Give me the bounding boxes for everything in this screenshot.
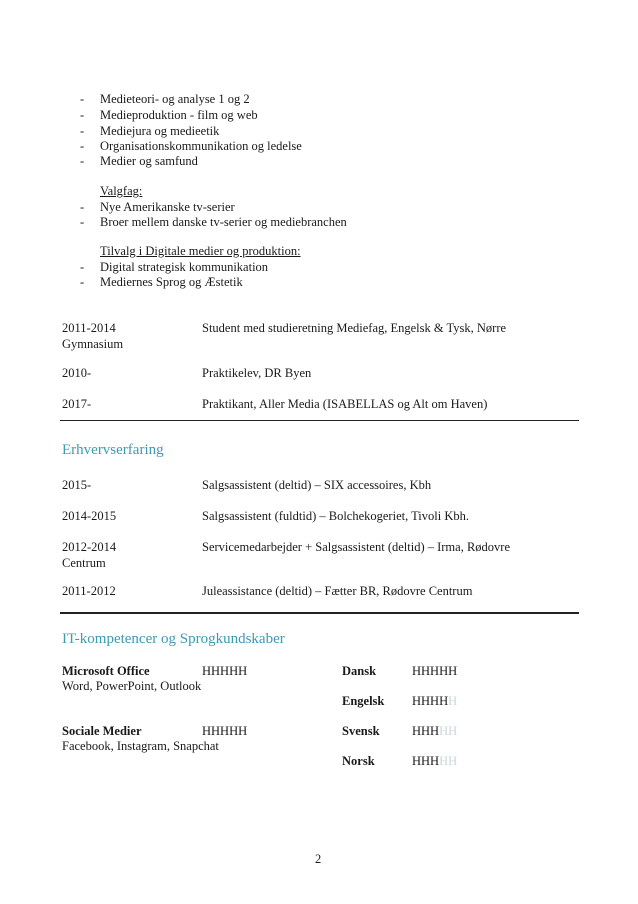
bullet: - bbox=[80, 215, 85, 229]
it-skill-name: Microsoft Office bbox=[62, 664, 150, 678]
bullet: - bbox=[80, 92, 85, 106]
tilvalg-heading: Tilvalg i Digitale medier og produktion: bbox=[100, 244, 301, 258]
experience-desc: Salgsassistent (fuldtid) – Bolchekogeriet, Tivoli Kbh. bbox=[202, 509, 470, 523]
experience-desc: Juleassistance (deltid) – Fætter BR, Rødovre Centrum bbox=[202, 584, 473, 598]
bullet: - bbox=[80, 154, 85, 168]
experience-desc-cont: Centrum bbox=[62, 556, 106, 570]
bullet: - bbox=[80, 200, 85, 214]
education-desc-cont: Gymnasium bbox=[62, 337, 124, 351]
course-item: Medieproduktion - film og web bbox=[100, 108, 258, 122]
section-divider bbox=[60, 612, 579, 614]
experience-desc: Servicemedarbejder + Salgsassistent (deltid) – Irma, Rødovre bbox=[202, 540, 511, 554]
experience-heading: Erhvervserfaring bbox=[62, 442, 164, 458]
valgfag-item: Broer mellem danske tv-serier og mediebranchen bbox=[100, 215, 347, 229]
experience-desc: Salgsassistent (deltid) – SIX accessoires, Kbh bbox=[202, 478, 432, 492]
bullet: - bbox=[80, 108, 85, 122]
bullet: - bbox=[80, 124, 85, 138]
tilvalg-item: Digital strategisk kommunikation bbox=[100, 260, 269, 274]
course-item: Medier og samfund bbox=[100, 154, 198, 168]
education-date: 2010- bbox=[62, 366, 92, 380]
education-desc: Praktikelev, DR Byen bbox=[202, 366, 312, 380]
language-rating: HHHHH bbox=[412, 694, 458, 708]
course-item: Organisationskommunikation og ledelse bbox=[100, 139, 302, 153]
experience-date: 2014-2015 bbox=[62, 509, 117, 523]
education-desc: Student med studieretning Mediefag, Engelsk & Tysk, Nørre bbox=[202, 321, 507, 335]
it-skill-sub: Word, PowerPoint, Outlook bbox=[62, 679, 202, 693]
bullet: - bbox=[80, 139, 85, 153]
valgfag-heading: Valgfag: bbox=[100, 184, 143, 198]
it-skill-sub: Facebook, Instagram, Snapchat bbox=[62, 739, 219, 753]
education-desc: Praktikant, Aller Media (ISABELLAS og Alt om Haven) bbox=[202, 397, 488, 411]
language-rating: HHHHH bbox=[412, 724, 458, 738]
page-number: 2 bbox=[315, 852, 322, 866]
bullet: - bbox=[80, 260, 85, 274]
education-date: 2011-2014 bbox=[62, 321, 116, 335]
it-skill-rating: HHHHH bbox=[202, 664, 248, 678]
valgfag-item: Nye Amerikanske tv-serier bbox=[100, 200, 235, 214]
bullet: - bbox=[80, 275, 85, 289]
language-name: Engelsk bbox=[342, 694, 385, 708]
course-item: Mediejura og medieetik bbox=[100, 124, 220, 138]
language-name: Dansk bbox=[342, 664, 377, 678]
experience-date: 2015- bbox=[62, 478, 92, 492]
section-divider bbox=[60, 420, 579, 421]
skills-heading: IT-kompetencer og Sprogkundskaber bbox=[62, 631, 285, 647]
course-item: Medieteori- og analyse 1 og 2 bbox=[100, 92, 250, 106]
tilvalg-item: Mediernes Sprog og Æstetik bbox=[100, 275, 243, 289]
language-rating: HHHHH bbox=[412, 754, 458, 768]
language-name: Svensk bbox=[342, 724, 380, 738]
it-skill-name: Sociale Medier bbox=[62, 724, 142, 738]
language-rating: HHHHH bbox=[412, 664, 458, 678]
experience-date: 2011-2012 bbox=[62, 584, 116, 598]
experience-date: 2012-2014 bbox=[62, 540, 117, 554]
it-skill-rating: HHHHH bbox=[202, 724, 248, 738]
education-date: 2017- bbox=[62, 397, 92, 411]
language-name: Norsk bbox=[342, 754, 375, 768]
